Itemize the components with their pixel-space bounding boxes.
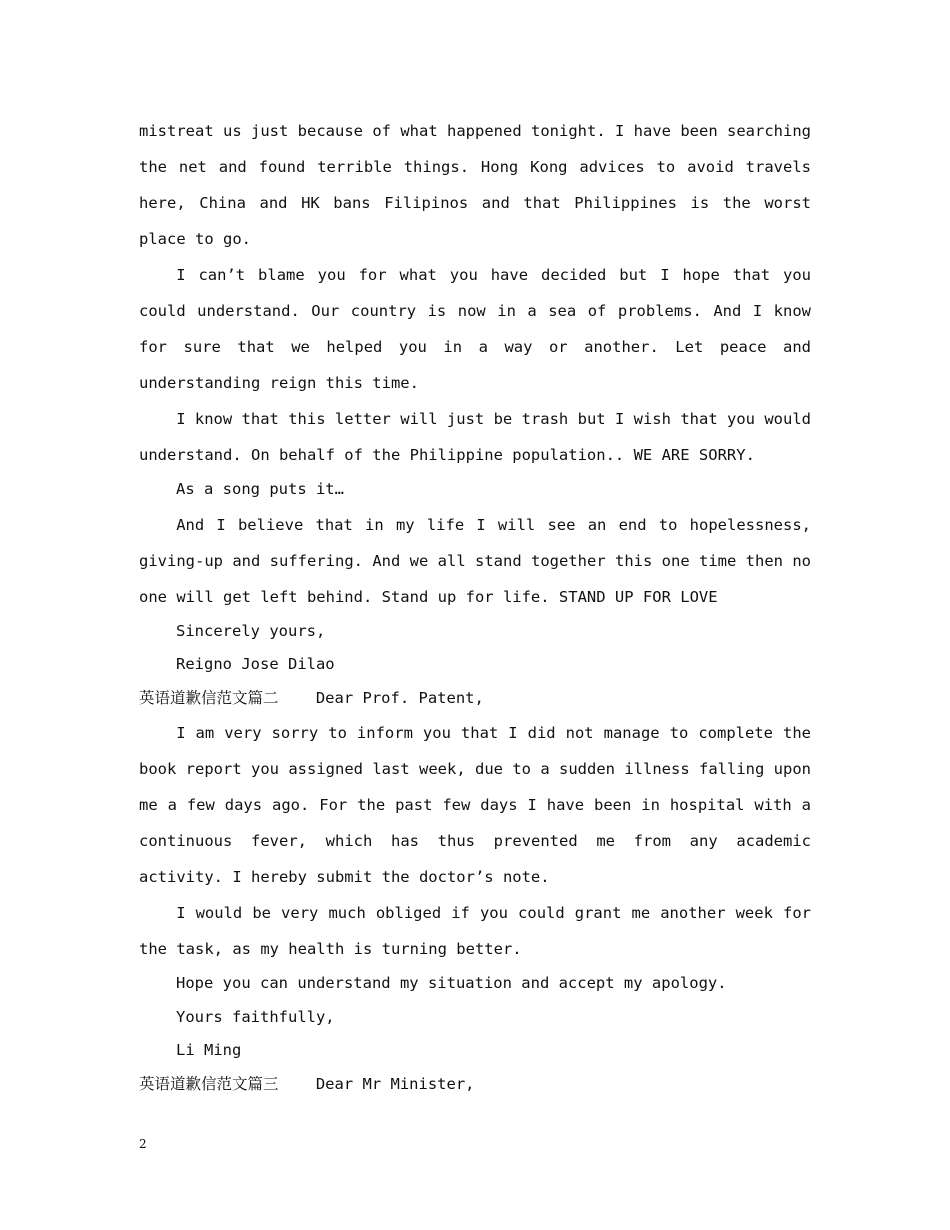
letter2-paragraph-2: I would be very much obliged if you could grant me another week for the task, as my health is turning better.: [139, 904, 821, 958]
letter1-paragraph-2: I can’t blame you for what you have decided but I hope that you could understand. Our country is now in a sea of problems. And I know for sure that we helped you in a way or another. Let peace and understanding reign this time.: [139, 266, 821, 392]
page-number: 2: [139, 1137, 147, 1151]
letter3-heading: [139, 1068, 811, 1102]
document-body: [139, 113, 821, 1101]
letter1-paragraph-1: mistreat us just because of what happened tonight. I have been searching the net and found terrible things. Hong Kong advices to avoid travels here, China and HK bans Filipinos and that Philippines is the worst place to go.: [139, 122, 821, 248]
letter3-salutation: Dear Mr Minister,: [315, 1074, 475, 1093]
letter1-closing: Sincerely yours,: [176, 621, 326, 640]
letter1-signature: Reigno Jose Dilao: [176, 655, 335, 673]
letter2-heading-title: 英语道歉信范文篇二: [139, 688, 279, 707]
letter1-song-lyrics: And I believe that in my life I will see an end to hopelessness, giving-up and suffering. And we all stand together this one time then no one will get left behind. Stand up for life. STAND UP FOR LOVE: [139, 515, 821, 606]
letter2-heading: [139, 682, 811, 716]
letter2-signature: Li Ming: [176, 1041, 242, 1059]
letter2-paragraph-1: I am very sorry to inform you that I did not manage to complete the book report you assigned last week, due to a sudden illness falling upon me a few days ago. For the past few days I have been in hospital with a continuous fever, which has thus prevented me from any academic activity. I hereby submit the doctor’s note.: [139, 724, 821, 886]
letter3-heading-title: 英语道歉信范文篇三: [139, 1074, 279, 1093]
letter2-closing: Yours faithfully,: [176, 1007, 335, 1026]
letter1-paragraph-3: I know that this letter will just be trash but I wish that you would understand. On behalf of the Philippine population.. WE ARE SORRY.: [139, 410, 821, 464]
letter2-salutation: Dear Prof. Patent,: [315, 688, 484, 707]
letter2-paragraph-3: Hope you can understand my situation and accept my apology.: [176, 974, 727, 992]
letter1-song-intro: As a song puts it…: [176, 480, 344, 498]
